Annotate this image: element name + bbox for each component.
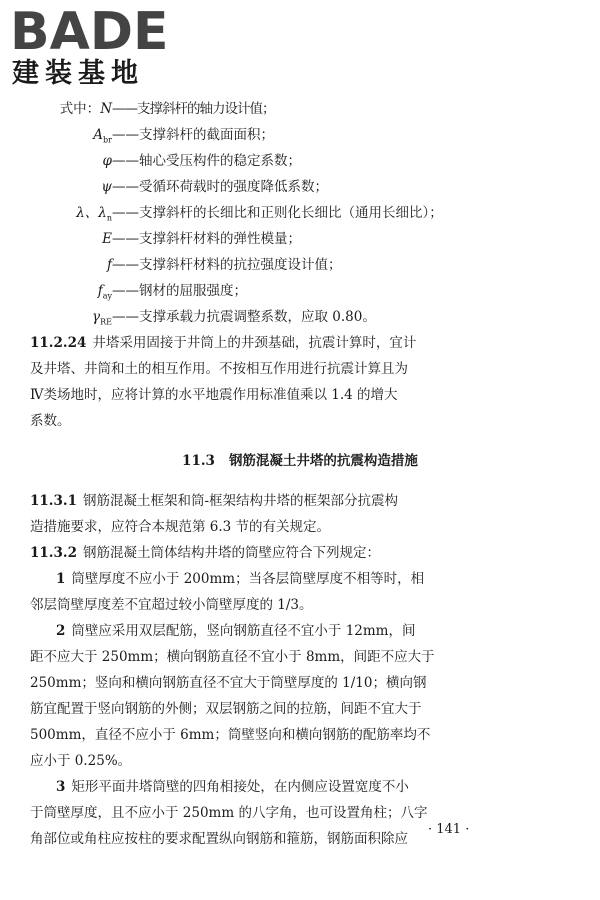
clause-11-2-24: 11.2.24 井塔采用固接于井筒上的井颈基础，抗震计算时，宜计 及井塔、井筒和土的相互作用。不按相互作用进行抗震计算且为 Ⅳ类场地时，应将计算的水平地震作用标准值乘以 1.4 的增大 系数。 — [30, 335, 417, 429]
list-item: 1 筒壁厚度不应小于 200mm；当各层筒壁厚度不相等时，相 邻层筒壁厚度差不宜超过较小筒壁厚度的 1/3。 — [30, 571, 425, 613]
clause-11-3-1: 11.3.1 钢筋混凝土框架和筒-框架结构井塔的框架部分抗震构 造措施要求，应符合本规范第 6.3 节的有关规定。 — [30, 493, 399, 535]
page-number: · 141 · — [428, 822, 470, 837]
clause-number: 11.2.24 — [30, 335, 87, 351]
clause-11-3-2: 11.3.2 钢筋混凝土筒体结构井塔的筒壁应符合下列规定： — [30, 545, 380, 561]
definition-row: ψ——受循环荷载时的强度降低系数； — [101, 179, 328, 195]
document-body — [30, 96, 570, 852]
definition-row: $A_{br}——$支撑斜杆的截面面积； — [93, 127, 274, 145]
section-heading: 11.3 钢筋混凝土井塔的抗震构造措施 — [182, 453, 418, 469]
logo-subtitle: 建装基地 — [12, 58, 144, 89]
logo — [10, 4, 180, 90]
definition-row: φ——轴心受压构件的稳定系数； — [102, 153, 301, 169]
clause-number: 11.3.2 — [30, 545, 77, 561]
logo-wordmark: BADE — [10, 2, 169, 62]
definition-row: $f_{ay}——$钢材的屈服强度； — [97, 283, 247, 301]
definition-row: λ、$\lambda_n——$支撑斜杆的长细比和正则化长细比（通用长细比）； — [76, 205, 443, 223]
definition-row: f——支撑斜杆材料的抗拉强度设计值； — [107, 257, 342, 273]
clause-number: 11.3.1 — [30, 493, 77, 509]
definition-row: $\gamma_{RE}——$支撑承载力抗震调整系数，应取 0.80。 — [92, 309, 376, 327]
list-item: 2 筒壁应采用双层配筋，竖向钢筋直径不宜小于 12mm，间 距不应大于 250mm；横向钢筋直径不宜小于 8mm，间距不应大于 250mm；竖向和横向钢筋直径不宜大于筒壁厚度的 1/10；横向钢 筋宜配置于竖向钢筋的外侧；双层钢筋之间的拉筋，间距不宜大于 500mm，直径不应小于 6mm；筒壁竖向和横向钢筋的配筋率均不 应小于 0.25%。 — [30, 623, 435, 769]
definition-row: 式中：N——支撑斜杆的轴力设计值； — [59, 101, 275, 117]
symbol-definitions — [30, 96, 570, 330]
definition-row: E——支撑斜杆材料的弹性模量； — [102, 231, 301, 247]
list-item: 3 矩形平面井塔筒壁的四角相接处，在内侧应设置宽度不小 于筒壁厚度，且不应小于 250mm 的八字角，也可设置角柱；八字 角部位或角柱应按柱的要求配置纵向钢筋和箍筋，钢筋面积除应 — [30, 779, 428, 847]
